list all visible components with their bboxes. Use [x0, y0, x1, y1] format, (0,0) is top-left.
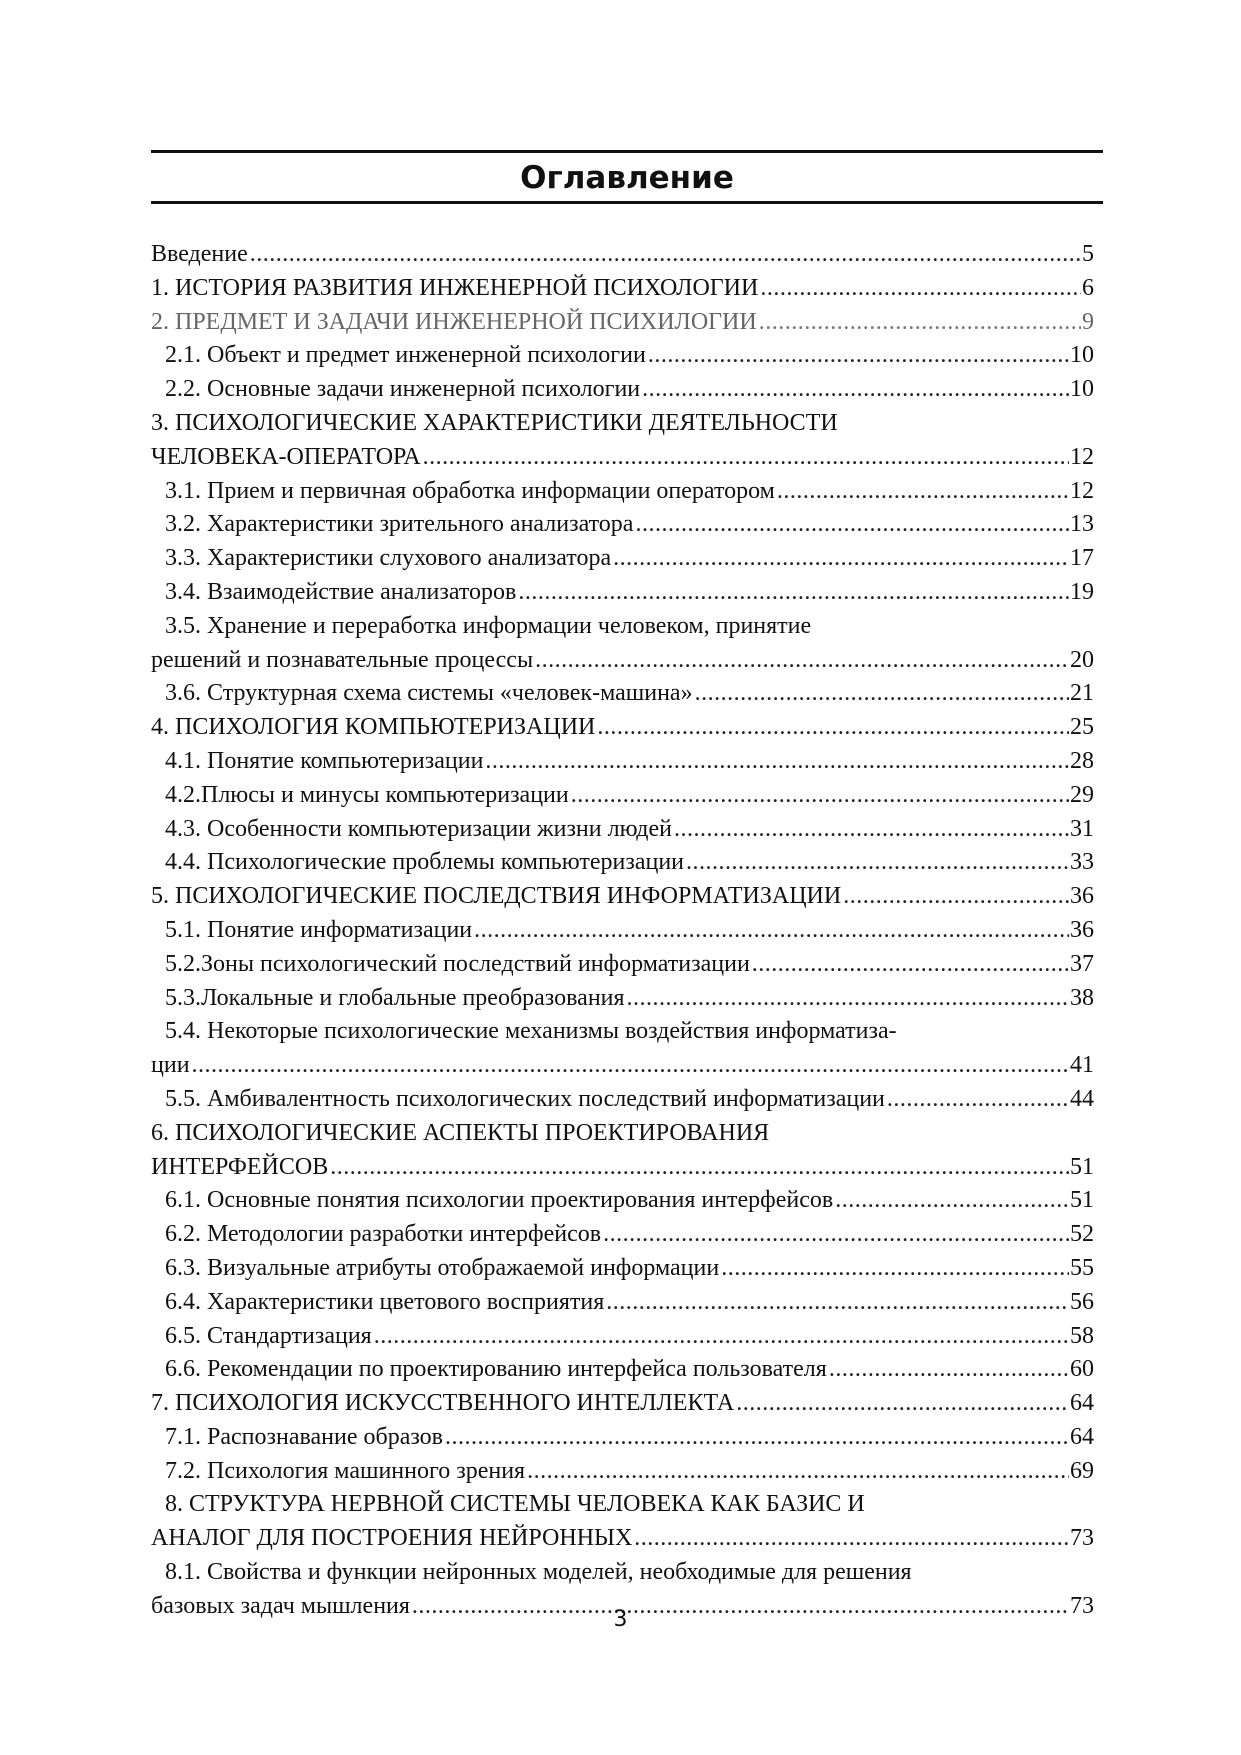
- toc-leader-dots: [597, 711, 1069, 745]
- toc-entry-line: [151, 1151, 1094, 1185]
- toc-entry-title: 3.4. Взаимодействие анализаторов: [165, 578, 517, 605]
- toc-entry[interactable]: [151, 306, 1094, 340]
- toc-entry-page: 12: [1070, 477, 1094, 504]
- toc-leader-dots: [752, 948, 1069, 982]
- toc-entry-title-line: 8. СТРУКТУРА НЕРВНОЙ СИСТЕМЫ ЧЕЛОВЕКА КАК БАЗИС И: [165, 1491, 865, 1518]
- toc-leader-dots: [423, 441, 1069, 475]
- toc-entry-title: ИНТЕРФЕЙСОВ: [151, 1153, 329, 1180]
- toc-entry-page: 5: [1082, 241, 1094, 267]
- toc-entry-title-line: 6. ПСИХОЛОГИЧЕСКИЕ АСПЕКТЫ ПРОЕКТИРОВАНИЯ: [151, 1119, 770, 1146]
- toc-entry-title-line: 3.5. Хранение и переработка информации человеком, принятие: [165, 612, 812, 639]
- toc-leader-dots: [518, 576, 1069, 610]
- toc-entry-line: [151, 1286, 1094, 1320]
- toc-entry-title: 3.6. Структурная схема системы «человек-машина»: [165, 680, 693, 707]
- toc-entry-page: 69: [1070, 1457, 1094, 1484]
- toc-entry-title: 2.1. Объект и предмет инженерной психологии: [165, 342, 646, 369]
- toc-leader-dots: [250, 238, 1081, 272]
- toc-entry-title: 6.5. Стандартизация: [165, 1322, 372, 1349]
- toc-entry-page: 21: [1070, 680, 1094, 707]
- toc-entry-page: 33: [1070, 849, 1094, 876]
- toc-entry-line: [151, 475, 1094, 509]
- toc-entry[interactable]: [151, 711, 1094, 745]
- toc-entry-page: 41: [1070, 1052, 1094, 1079]
- toc-entry-title: решений и познавательные процессы: [151, 646, 534, 673]
- toc-entry-line: [151, 1387, 1094, 1421]
- toc-entry-title: 4. ПСИХОЛОГИЯ КОМПЬЮТЕРИЗАЦИИ: [151, 714, 596, 741]
- toc-leader-dots: [535, 644, 1069, 678]
- toc-entry-title: 5.5. Амбивалентность психологических последствий информатизации: [165, 1085, 885, 1112]
- toc-leader-dots: [485, 745, 1069, 779]
- toc-entry-page: 55: [1070, 1254, 1094, 1281]
- toc-leader-dots: [527, 1455, 1069, 1489]
- toc-leader-dots: [192, 1049, 1069, 1083]
- toc-leader-dots: [777, 475, 1069, 509]
- toc-entry-line: [151, 441, 1094, 475]
- page-title: Оглавление: [520, 160, 734, 196]
- toc-entry-line: [151, 1083, 1094, 1117]
- toc-entry-title: 3.3. Характеристики слухового анализатора: [165, 545, 612, 572]
- toc-entry-page: 58: [1070, 1322, 1094, 1349]
- toc-entry-title: 1. ИСТОРИЯ РАЗВИТИЯ ИНЖЕНЕРНОЙ ПСИХОЛОГИИ: [151, 274, 759, 301]
- toc-entry[interactable]: [151, 272, 1094, 306]
- toc-entry-title: 4.2.Плюсы и минусы компьютеризации: [165, 781, 569, 808]
- toc-entry-line: [151, 948, 1094, 982]
- toc-entry-title: 6.1. Основные понятия психологии проектирования интерфейсов: [165, 1187, 834, 1214]
- toc-leader-dots: [843, 880, 1069, 914]
- toc-entry-title: 7. ПСИХОЛОГИЯ ИСКУССТВЕННОГО ИНТЕЛЛЕКТА: [151, 1390, 735, 1417]
- toc-entry-line: [151, 238, 1094, 272]
- toc-entry[interactable]: [151, 914, 1094, 948]
- toc-entry-line: [151, 880, 1094, 914]
- toc-entry[interactable]: [151, 948, 1094, 982]
- toc-entry-title: 7.2. Психология машинного зрения: [165, 1457, 526, 1484]
- toc-entry-page: 37: [1070, 950, 1094, 977]
- title-bottom-rule: [151, 201, 1103, 204]
- toc-entry[interactable]: [151, 1387, 1094, 1421]
- toc-entry-page: 6: [1082, 274, 1094, 301]
- toc-entry-line: [151, 1455, 1094, 1489]
- toc-entry-title: 3.2. Характеристики зрительного анализатора: [165, 511, 634, 538]
- toc-entry-page: 17: [1070, 545, 1094, 572]
- toc-entry[interactable]: [151, 1015, 1094, 1083]
- toc-entry-line: [151, 1522, 1094, 1556]
- toc-entry-page: 29: [1070, 781, 1094, 808]
- toc-entry-page: 44: [1070, 1085, 1094, 1112]
- toc-entry-line: [151, 1320, 1094, 1354]
- toc-entry[interactable]: [151, 238, 1094, 272]
- toc-entry-line: [151, 272, 1094, 306]
- toc-entry-title: 4.4. Психологические проблемы компьютеризации: [165, 849, 685, 876]
- toc-entry-line: [151, 914, 1094, 948]
- toc-entry-title-line: 8.1. Свойства и функции нейронных моделей, необходимые для решения: [165, 1559, 912, 1586]
- toc-entry-line: [151, 1421, 1094, 1455]
- toc-entry-title: 2. ПРЕДМЕТ И ЗАДАЧИ ИНЖЕНЕРНОЙ ПСИХИЛОГИИ: [151, 308, 757, 335]
- toc-entry-title: 2.2. Основные задачи инженерной психологии: [165, 376, 641, 403]
- toc-entry[interactable]: [151, 1353, 1094, 1387]
- toc-leader-dots: [634, 1522, 1069, 1556]
- toc-entry-title: Введение: [151, 241, 248, 267]
- toc-entry-title: базовых задач мышления: [151, 1592, 410, 1619]
- toc-entry-line: [151, 1218, 1094, 1252]
- toc-leader-dots: [571, 779, 1069, 813]
- toc-entry-line: [151, 373, 1094, 407]
- toc-entry-line: [151, 711, 1094, 745]
- toc-entry[interactable]: [151, 813, 1094, 847]
- toc-entry[interactable]: [151, 339, 1094, 373]
- toc-entry-title: 6.6. Рекомендации по проектированию интерфейса пользователя: [165, 1356, 827, 1383]
- toc-leader-dots: [635, 508, 1069, 542]
- toc-entry[interactable]: [151, 846, 1094, 880]
- toc-entry-line: [151, 576, 1094, 610]
- toc-entry-page: 51: [1070, 1187, 1094, 1214]
- toc-entry-page: 9: [1082, 308, 1094, 335]
- toc-entry-line: [151, 1184, 1094, 1218]
- toc-entry-line: [151, 745, 1094, 779]
- toc-entry[interactable]: [151, 576, 1094, 610]
- toc-entry[interactable]: [151, 407, 1094, 475]
- toc-entry[interactable]: [151, 982, 1094, 1016]
- toc-entry[interactable]: [151, 1455, 1094, 1489]
- toc-entry-page: 73: [1070, 1592, 1094, 1619]
- toc-entry-line: [151, 779, 1094, 813]
- toc-entry[interactable]: [151, 1117, 1094, 1185]
- toc-entry-page: 36: [1070, 883, 1094, 910]
- toc-entry-page: 10: [1070, 342, 1094, 369]
- toc-entry-title: ции: [151, 1052, 190, 1079]
- toc-leader-dots: [642, 373, 1069, 407]
- toc-entry-title: ЧЕЛОВЕКА-ОПЕРАТОРА: [151, 443, 421, 470]
- toc-entry[interactable]: [151, 1083, 1094, 1117]
- toc-leader-dots: [760, 272, 1081, 306]
- toc-entry-page: 60: [1070, 1356, 1094, 1383]
- toc-leader-dots: [721, 1252, 1069, 1286]
- toc-entry-line: [151, 982, 1094, 1016]
- toc-entry-line: [151, 508, 1094, 542]
- toc-leader-dots: [374, 1320, 1069, 1354]
- toc-entry-line: [151, 644, 1094, 678]
- toc-leader-dots: [613, 542, 1069, 576]
- toc-entry[interactable]: [151, 779, 1094, 813]
- toc-entry-title: 4.1. Понятие компьютеризации: [165, 747, 484, 774]
- toc-entry-line: [151, 677, 1094, 711]
- toc-leader-dots: [686, 846, 1069, 880]
- toc-entry-line: [151, 813, 1094, 847]
- toc-entry-line: [151, 339, 1094, 373]
- toc-entry-page: 56: [1070, 1288, 1094, 1315]
- toc-entry-title: 5.1. Понятие информатизации: [165, 916, 473, 943]
- toc-leader-dots: [695, 677, 1069, 711]
- toc-leader-dots: [759, 306, 1081, 340]
- toc-entry[interactable]: [151, 1184, 1094, 1218]
- toc-entry[interactable]: [151, 1286, 1094, 1320]
- toc-entry[interactable]: [151, 373, 1094, 407]
- toc-leader-dots: [887, 1083, 1069, 1117]
- toc-leader-dots: [648, 339, 1069, 373]
- toc-leader-dots: [829, 1353, 1069, 1387]
- toc-entry-page: 12: [1070, 443, 1094, 470]
- toc-entry[interactable]: [151, 745, 1094, 779]
- toc-entry[interactable]: [151, 475, 1094, 509]
- toc-entry-title: 3.1. Прием и первичная обработка информации оператором: [165, 477, 775, 504]
- toc-entry-title: 6.4. Характеристики цветового восприятия: [165, 1288, 605, 1315]
- toc-entry-page: 36: [1070, 916, 1094, 943]
- toc-entry[interactable]: [151, 677, 1094, 711]
- toc-entry-title: 7.1. Распознавание образов: [165, 1423, 444, 1450]
- toc-leader-dots: [474, 914, 1069, 948]
- toc-entry[interactable]: [151, 1218, 1094, 1252]
- toc-entry-page: 64: [1070, 1390, 1094, 1417]
- toc-entry-page: 25: [1070, 714, 1094, 741]
- toc-entry[interactable]: [151, 508, 1094, 542]
- toc-leader-dots: [627, 982, 1069, 1016]
- table-of-contents: [151, 238, 1094, 1624]
- toc-entry-page: 19: [1070, 578, 1094, 605]
- toc-leader-dots: [674, 813, 1069, 847]
- toc-entry-page: 10: [1070, 376, 1094, 403]
- toc-entry-title-line: 3. ПСИХОЛОГИЧЕСКИЕ ХАРАКТЕРИСТИКИ ДЕЯТЕЛЬНОСТИ: [151, 409, 838, 436]
- toc-leader-dots: [445, 1421, 1069, 1455]
- toc-entry-line: [151, 1049, 1094, 1083]
- toc-entry-title: 6.3. Визуальные атрибуты отображаемой информации: [165, 1254, 720, 1281]
- toc-entry-page: 31: [1070, 815, 1094, 842]
- toc-entry[interactable]: [151, 1252, 1094, 1286]
- toc-entry-line: [151, 1353, 1094, 1387]
- page-number: 3: [613, 1607, 628, 1632]
- toc-entry-page: 64: [1070, 1423, 1094, 1450]
- toc-entry-page: 38: [1070, 984, 1094, 1011]
- toc-leader-dots: [330, 1151, 1069, 1185]
- toc-entry-line: [151, 846, 1094, 880]
- toc-entry-page: 52: [1070, 1221, 1094, 1248]
- toc-leader-dots: [606, 1286, 1069, 1320]
- toc-entry-line: [151, 306, 1094, 340]
- toc-entry-title: 4.3. Особенности компьютеризации жизни людей: [165, 815, 673, 842]
- toc-leader-dots: [835, 1184, 1069, 1218]
- title-top-rule: [151, 150, 1103, 153]
- toc-entry[interactable]: [151, 880, 1094, 914]
- toc-entry-page: 51: [1070, 1153, 1094, 1180]
- toc-entry-page: 20: [1070, 646, 1094, 673]
- toc-entry-line: [151, 542, 1094, 576]
- toc-entry-page: 13: [1070, 511, 1094, 538]
- toc-leader-dots: [603, 1218, 1069, 1252]
- toc-entry-title: АНАЛОГ ДЛЯ ПОСТРОЕНИЯ НЕЙРОННЫХ: [151, 1525, 633, 1552]
- toc-entry[interactable]: [151, 1488, 1094, 1556]
- toc-entry[interactable]: [151, 1320, 1094, 1354]
- toc-entry-title: 5.2.Зоны психологический последствий информатизации: [165, 950, 750, 977]
- toc-entry-title-line: 5.4. Некоторые психологические механизмы воздействия информатиза-: [165, 1018, 897, 1045]
- toc-entry[interactable]: [151, 542, 1094, 576]
- toc-entry-title: 5.3.Локальные и глобальные преобразования: [165, 984, 625, 1011]
- toc-entry-title: 5. ПСИХОЛОГИЧЕСКИЕ ПОСЛЕДСТВИЯ ИНФОРМАТИЗАЦИИ: [151, 883, 842, 910]
- toc-entry-page: 73: [1070, 1525, 1094, 1552]
- toc-entry[interactable]: [151, 1421, 1094, 1455]
- toc-entry-page: 28: [1070, 747, 1094, 774]
- toc-entry-line: [151, 1252, 1094, 1286]
- toc-entry[interactable]: [151, 610, 1094, 678]
- toc-leader-dots: [736, 1387, 1069, 1421]
- toc-entry-title: 6.2. Методологии разработки интерфейсов: [165, 1221, 602, 1248]
